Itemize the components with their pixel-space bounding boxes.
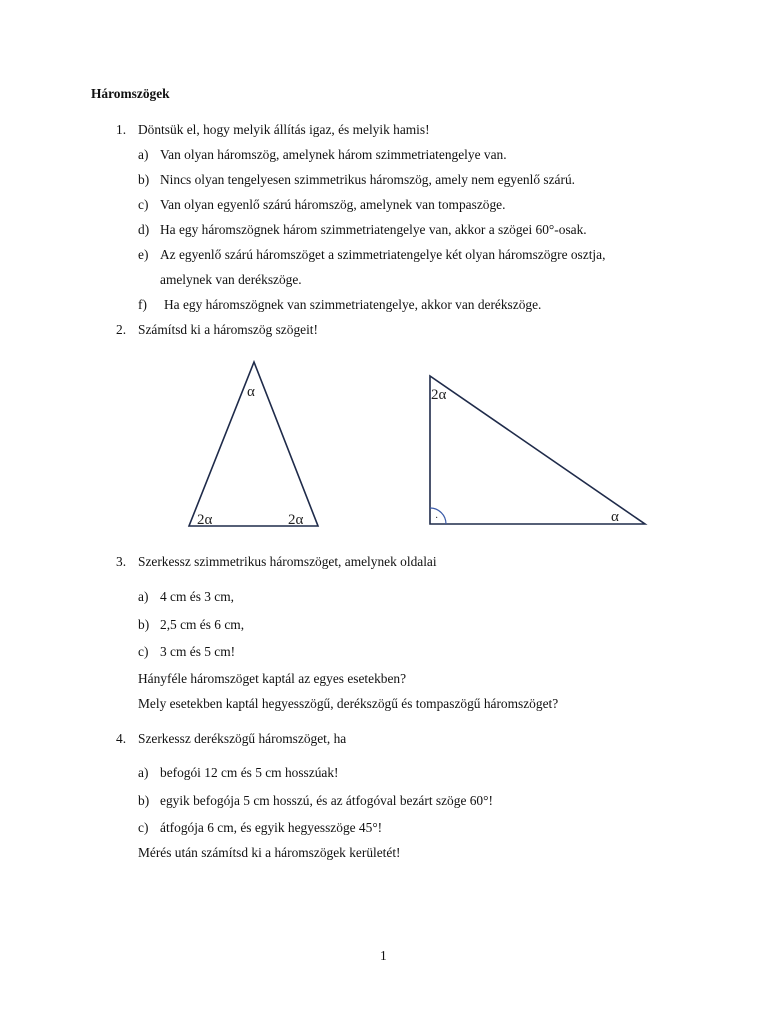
q1-text: Döntsük el, hogy melyik állítás igaz, és melyik hamis!: [138, 122, 430, 137]
q1-item-d-text: Ha egy háromszögnek három szimmetriatengelye van, akkor a szögei 60°-osak.: [160, 222, 587, 237]
q3-item-b-text: 2,5 cm és 6 cm,: [160, 617, 245, 632]
q3-text: Szerkessz szimmetrikus háromszöget, amelynek oldalai: [138, 554, 437, 569]
q1-item-f-label: f): [138, 297, 147, 312]
q3-item-a-text: 4 cm és 3 cm,: [160, 589, 235, 604]
right-triangle: [430, 376, 645, 524]
triangles-svg: [180, 358, 650, 533]
q2-number: 2.: [116, 322, 127, 337]
q3-item-c-label: c): [138, 644, 149, 659]
q1-number: 1.: [116, 122, 127, 137]
q3-item-a-label: a): [138, 589, 149, 604]
q4-item-b-text: egyik befogója 5 cm hosszú, és az átfogóval bezárt szöge 60°!: [160, 793, 493, 808]
q3-number: 3.: [116, 554, 127, 569]
q4-item-c-label: c): [138, 820, 149, 835]
q4-number: 4.: [116, 731, 127, 746]
right-angle-dot: ·: [435, 513, 439, 524]
q4-item-c-text: átfogója 6 cm, és egyik hegyesszöge 45°!: [160, 820, 383, 835]
right-top-angle-label: 2α: [431, 387, 447, 403]
q1-item-b-label: b): [138, 172, 150, 187]
q4-text: Szerkessz derékszögű háromszöget, ha: [138, 731, 347, 746]
isosceles-left-angle-label: 2α: [197, 512, 213, 528]
right-bottom-angle-label: α: [611, 509, 619, 525]
q1-item-a-label: a): [138, 147, 149, 162]
q4-item-b-label: b): [138, 793, 150, 808]
q1-item-a-text: Van olyan háromszög, amelynek három szimmetriatengelye van.: [160, 147, 507, 162]
q2-text: Számítsd ki a háromszög szögeit!: [138, 322, 318, 337]
q3-item-b-label: b): [138, 617, 150, 632]
q4-followup: Mérés után számítsd ki a háromszögek kerületét!: [138, 845, 401, 860]
isosceles-top-angle-label: α: [247, 384, 255, 400]
q3-followup-1: Hányféle háromszöget kaptál az egyes esetekben?: [138, 671, 407, 686]
q1-item-e-text: Az egyenlő szárú háromszöget a szimmetriatengelye két olyan háromszögre osztja,: [160, 247, 606, 262]
q1-item-b-text: Nincs olyan tengelyesen szimmetrikus háromszög, amely nem egyenlő szárú.: [160, 172, 575, 187]
q3-item-c-text: 3 cm és 5 cm!: [160, 644, 236, 659]
q1-item-f-text: Ha egy háromszögnek van szimmetriatengelye, akkor van derékszöge.: [164, 297, 542, 312]
q1-item-e-label: e): [138, 247, 149, 262]
q1-item-c-text: Van olyan egyenlő szárú háromszög, amelynek van tompaszöge.: [160, 197, 506, 212]
isosceles-right-angle-label: 2α: [288, 512, 304, 528]
q1-item-c-label: c): [138, 197, 149, 212]
page-title: Háromszögek: [91, 86, 170, 101]
q4-item-a-label: a): [138, 765, 149, 780]
triangles-figure: [180, 358, 650, 533]
q3-followup-2: Mely esetekben kaptál hegyesszögű, derékszögű és tompaszögű háromszöget?: [138, 696, 559, 711]
q1-item-d-label: d): [138, 222, 150, 237]
q4-item-a-text: befogói 12 cm és 5 cm hosszúak!: [160, 765, 339, 780]
q1-item-e-continuation: amelynek van derékszöge.: [160, 272, 302, 287]
page-number: 1: [380, 948, 387, 963]
